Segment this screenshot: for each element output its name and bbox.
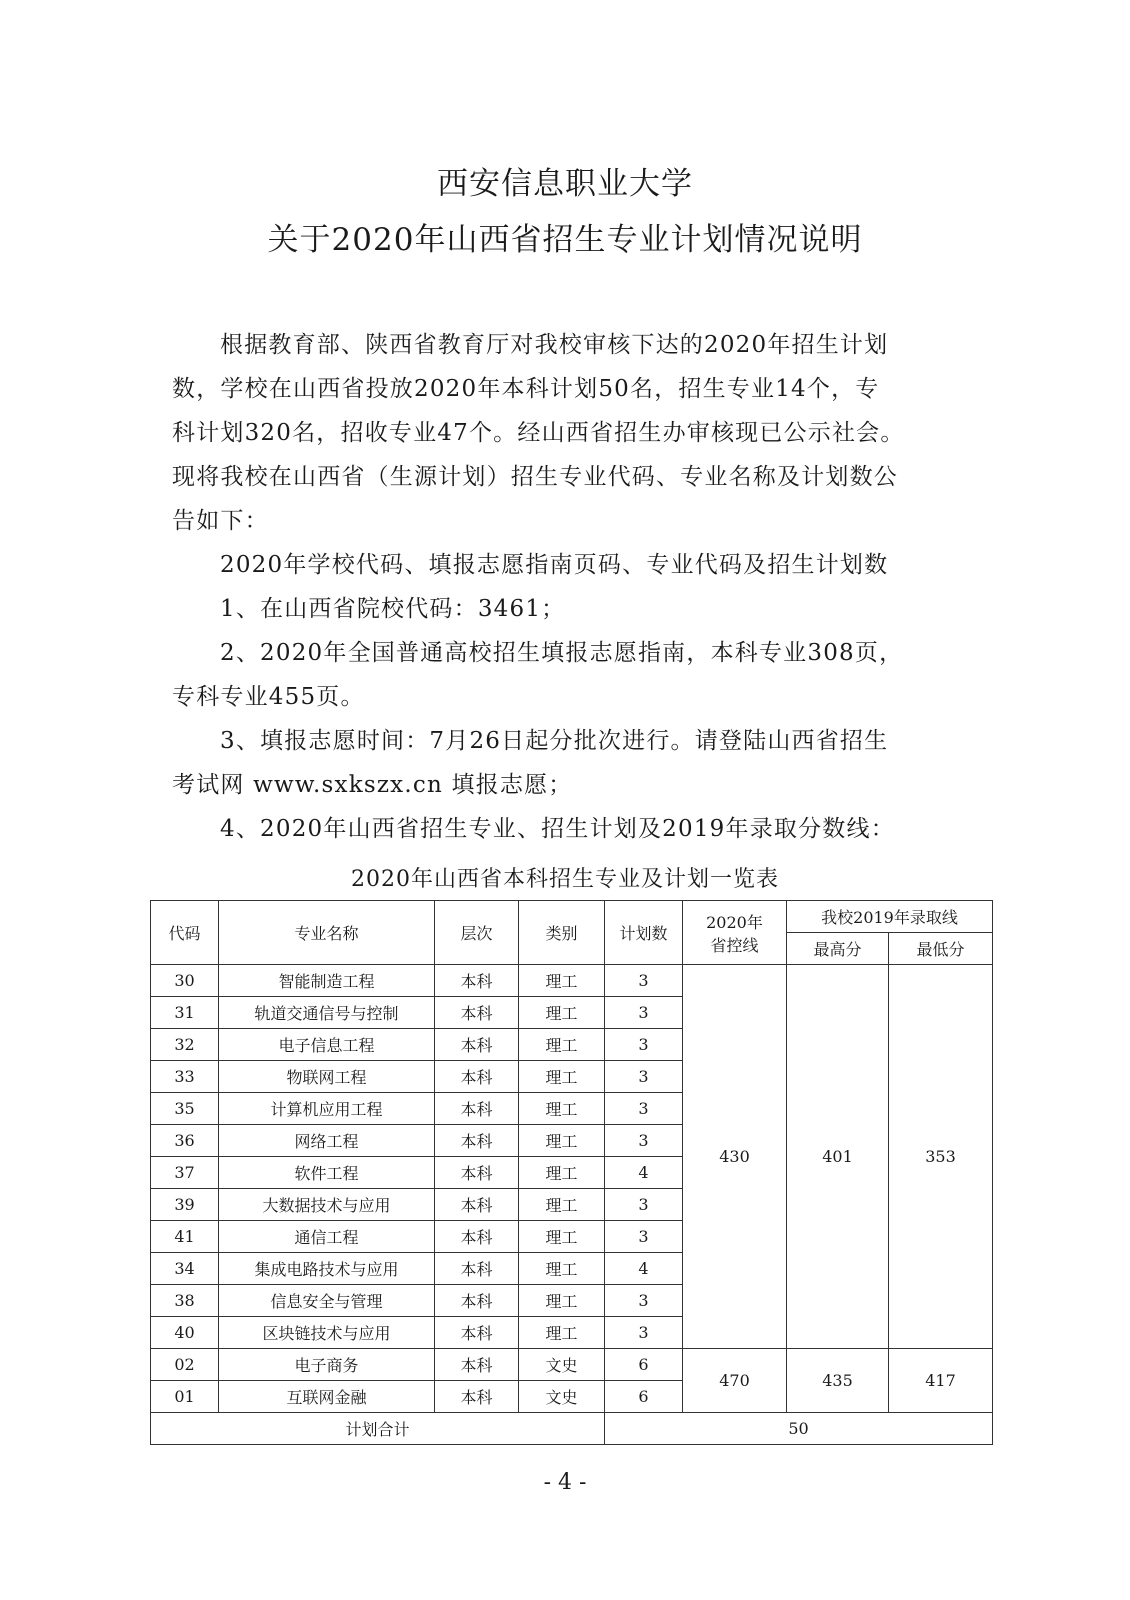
cell-plan: 3 <box>605 1093 683 1125</box>
total-label: 计划合计 <box>151 1413 605 1445</box>
table-row <box>151 965 993 997</box>
paragraph-line: 专科专业455页。 <box>172 684 365 710</box>
cell-category: 文史 <box>519 1349 605 1381</box>
header-score-group: 我校2019年录取线 <box>787 901 993 933</box>
cell-plan: 3 <box>605 1285 683 1317</box>
arts-min-score: 417 <box>889 1349 993 1413</box>
paragraph-line: 数，学校在山西省投放2020年本科计划50名，招生专业14个，专 <box>172 376 880 402</box>
cell-code: 36 <box>151 1125 219 1157</box>
cell-plan: 4 <box>605 1157 683 1189</box>
paragraph-line: 2020年学校代码、填报志愿指南页码、专业代码及招生计划数 <box>220 552 889 578</box>
cell-category: 理工 <box>519 1253 605 1285</box>
header-control-line <box>683 901 787 965</box>
enrollment-plan-table <box>150 900 993 1445</box>
cell-category: 理工 <box>519 1317 605 1349</box>
cell-name: 通信工程 <box>219 1221 435 1253</box>
paragraph-line: 现将我校在山西省（生源计划）招生专业代码、专业名称及计划数公 <box>172 464 898 490</box>
cell-level: 本科 <box>435 1253 519 1285</box>
doc-title-line1: 西安信息职业大学 <box>437 166 693 202</box>
page-number: - 4 - <box>543 1470 587 1495</box>
paragraph-line: 3、填报志愿时间：7月26日起分批次进行。请登陆山西省招生 <box>220 728 889 754</box>
header-plan: 计划数 <box>605 901 683 965</box>
paragraph-line: 科计划320名，招收专业47个。经山西省招生办审核现已公示社会。 <box>172 420 905 446</box>
cell-category: 理工 <box>519 1285 605 1317</box>
cell-name: 物联网工程 <box>219 1061 435 1093</box>
cell-name: 区块链技术与应用 <box>219 1317 435 1349</box>
arts-max-score: 435 <box>787 1349 889 1413</box>
cell-name: 集成电路技术与应用 <box>219 1253 435 1285</box>
paragraph-line: 4、2020年山西省招生专业、招生计划及2019年录取分数线： <box>220 816 895 842</box>
cell-level: 本科 <box>435 1029 519 1061</box>
cell-code: 01 <box>151 1381 219 1413</box>
cell-category: 理工 <box>519 1029 605 1061</box>
cell-level: 本科 <box>435 1221 519 1253</box>
total-value: 50 <box>605 1413 993 1445</box>
header-code: 代码 <box>151 901 219 965</box>
header-max: 最高分 <box>787 933 889 965</box>
science-control-line: 430 <box>683 965 787 1349</box>
paragraph-line: 根据教育部、陕西省教育厅对我校审核下达的2020年招生计划 <box>220 332 889 358</box>
cell-level: 本科 <box>435 1349 519 1381</box>
paragraph-line: 1、在山西省院校代码：3461； <box>220 596 566 622</box>
cell-category: 文史 <box>519 1381 605 1413</box>
cell-plan: 3 <box>605 1221 683 1253</box>
cell-name: 大数据技术与应用 <box>219 1189 435 1221</box>
cell-code: 41 <box>151 1221 219 1253</box>
cell-code: 35 <box>151 1093 219 1125</box>
cell-code: 32 <box>151 1029 219 1061</box>
cell-plan: 3 <box>605 1125 683 1157</box>
cell-plan: 3 <box>605 997 683 1029</box>
cell-level: 本科 <box>435 1093 519 1125</box>
cell-category: 理工 <box>519 997 605 1029</box>
cell-code: 30 <box>151 965 219 997</box>
header-control-line-2: 省控线 <box>710 935 759 955</box>
cell-level: 本科 <box>435 1061 519 1093</box>
header-min: 最低分 <box>889 933 993 965</box>
cell-code: 38 <box>151 1285 219 1317</box>
paragraph-line: 考试网 www.sxkszx.cn 填报志愿； <box>172 772 573 798</box>
cell-category: 理工 <box>519 1125 605 1157</box>
cell-plan: 3 <box>605 1029 683 1061</box>
cell-plan: 3 <box>605 1061 683 1093</box>
cell-plan: 6 <box>605 1349 683 1381</box>
cell-category: 理工 <box>519 1061 605 1093</box>
cell-plan: 6 <box>605 1381 683 1413</box>
cell-level: 本科 <box>435 965 519 997</box>
cell-code: 34 <box>151 1253 219 1285</box>
cell-level: 本科 <box>435 1157 519 1189</box>
science-min-score: 353 <box>889 965 993 1349</box>
cell-code: 39 <box>151 1189 219 1221</box>
science-max-score: 401 <box>787 965 889 1349</box>
cell-name: 智能制造工程 <box>219 965 435 997</box>
cell-code: 33 <box>151 1061 219 1093</box>
header-category: 类别 <box>519 901 605 965</box>
cell-plan: 4 <box>605 1253 683 1285</box>
cell-category: 理工 <box>519 1093 605 1125</box>
paragraph-line: 2、2020年全国普通高校招生填报志愿指南，本科专业308页， <box>220 640 904 666</box>
cell-plan: 3 <box>605 1189 683 1221</box>
total-row <box>151 1413 993 1445</box>
cell-name: 计算机应用工程 <box>219 1093 435 1125</box>
cell-code: 40 <box>151 1317 219 1349</box>
header-control-line-1: 2020年 <box>706 912 763 932</box>
cell-plan: 3 <box>605 1317 683 1349</box>
header-name: 专业名称 <box>219 901 435 965</box>
doc-title-line2: 关于2020年山西省招生专业计划情况说明 <box>267 222 863 258</box>
cell-level: 本科 <box>435 1285 519 1317</box>
cell-level: 本科 <box>435 997 519 1029</box>
cell-level: 本科 <box>435 1317 519 1349</box>
cell-category: 理工 <box>519 1157 605 1189</box>
arts-control-line: 470 <box>683 1349 787 1413</box>
cell-name: 轨道交通信号与控制 <box>219 997 435 1029</box>
cell-level: 本科 <box>435 1381 519 1413</box>
cell-name: 电子商务 <box>219 1349 435 1381</box>
cell-level: 本科 <box>435 1189 519 1221</box>
table-row <box>151 1349 993 1381</box>
cell-name: 电子信息工程 <box>219 1029 435 1061</box>
cell-category: 理工 <box>519 1189 605 1221</box>
cell-code: 31 <box>151 997 219 1029</box>
table-caption: 2020年山西省本科招生专业及计划一览表 <box>351 867 779 892</box>
cell-name: 信息安全与管理 <box>219 1285 435 1317</box>
cell-plan: 3 <box>605 965 683 997</box>
cell-category: 理工 <box>519 965 605 997</box>
paragraph-line: 告如下： <box>172 508 269 534</box>
cell-code: 02 <box>151 1349 219 1381</box>
cell-name: 网络工程 <box>219 1125 435 1157</box>
cell-name: 互联网金融 <box>219 1381 435 1413</box>
cell-category: 理工 <box>519 1221 605 1253</box>
header-level: 层次 <box>435 901 519 965</box>
cell-code: 37 <box>151 1157 219 1189</box>
cell-name: 软件工程 <box>219 1157 435 1189</box>
cell-level: 本科 <box>435 1125 519 1157</box>
